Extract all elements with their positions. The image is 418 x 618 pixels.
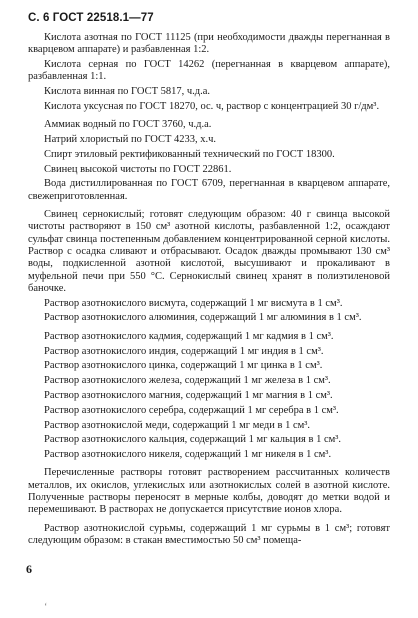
paragraph: Кислота уксусная по ГОСТ 18270, ос. ч, раствор с концентрацией 30 г/дм³. [44,100,380,112]
paragraph: Перечисленные растворы готовят растворением рассчитанных количеств металлов, их окислов, углекислых или азотнокислых солей в азотной кислоте. Полученные растворы переносят в мерные колбы, доводят до метки водой и перемешивают. В растворах не допускается присутствие ионов хлора. [28,467,390,516]
paragraph: Раствор азотнокислого цинка, содержащий 1 мг цинка в 1 см³. [44,360,323,372]
paragraph: Раствор азотнокислого серебра, содержащий 1 мг серебра в 1 см³. [44,404,339,416]
paragraph: Раствор азотнокислого висмута, содержащий 1 мг висмута в 1 см³. [44,297,343,309]
paragraph: Раствор азотнокислого никеля, содержащий 1 мг никеля в 1 см³. [44,449,332,461]
corner-mark: ‘ [44,602,48,613]
paragraph: Раствор азотнокислой меди, содержащий 1 мг меди в 1 см³. [44,419,311,431]
paragraph: Раствор азотнокислого кальция, содержащий 1 мг кальция в 1 см³. [44,434,342,446]
paragraph: Свинец высокой чистоты по ГОСТ 22861. [44,163,232,175]
page-number: 6 [26,562,32,576]
paragraph: Раствор азотнокислой сурьмы, содержащий 1 мг сурьмы в 1 см³; готовят следующим образом: в стакан вместимостью 50 см³ помеща- [28,522,390,546]
paragraph: Свинец сернокислый; готовят следующим образом: 40 г свинца высокой чистоты растворяют в 150 см³ азотной кислоты, разбавленной 1:2, осаждают сульфат свинца постепенным добавлением концентрированной серной кислоты. Раствор с осадка сливают и отбрасывают. Осадок дважды промывают 130 см³ воды, подкисленной азотной кислотой, высушивают и прокаливают в муфельной печи при 550 °С. Сернокислый свинец хранят в полиэтиленовой баночке. [28,209,390,294]
paragraph: Кислота винная по ГОСТ 5817, ч.д.а. [44,86,211,98]
paragraph: Вода дистиллированная по ГОСТ 6709, перегнанная в кварцевом аппарате, свежеприготовленная. [28,178,390,202]
paragraph: Раствор азотнокислого магния, содержащий 1 мг магния в 1 см³. [44,389,333,401]
paragraph: Аммиак водный по ГОСТ 3760, ч.д.а. [44,119,212,131]
paragraph: Раствор азотнокислого алюминия, содержащий 1 мг алюминия в 1 см³. [44,312,362,324]
paragraph: Кислота серная по ГОСТ 14262 (перегнанная в кварцевом аппарате), разбавленная 1:1. [28,59,390,83]
paragraph: Натрий хлористый по ГОСТ 4233, х.ч. [44,134,217,146]
paragraph: Спирт этиловый ректификованный технический по ГОСТ 18300. [44,148,335,160]
paragraph: Кислота азотная по ГОСТ 11125 (при необходимости дважды перегнанная в кварцевом аппарате) и разбавленная 1:2. [28,32,390,56]
document-body [28,32,390,550]
paragraph: Раствор азотнокислого железа, содержащий 1 мг железа в 1 см³. [44,375,331,387]
paragraph: Раствор азотнокислого кадмия, содержащий 1 мг кадмия в 1 см³. [44,330,334,342]
page-header: С. 6 ГОСТ 22518.1—77 [28,12,154,24]
paragraph: Раствор азотнокислого индия, содержащий 1 мг индия в 1 см³. [44,345,324,357]
